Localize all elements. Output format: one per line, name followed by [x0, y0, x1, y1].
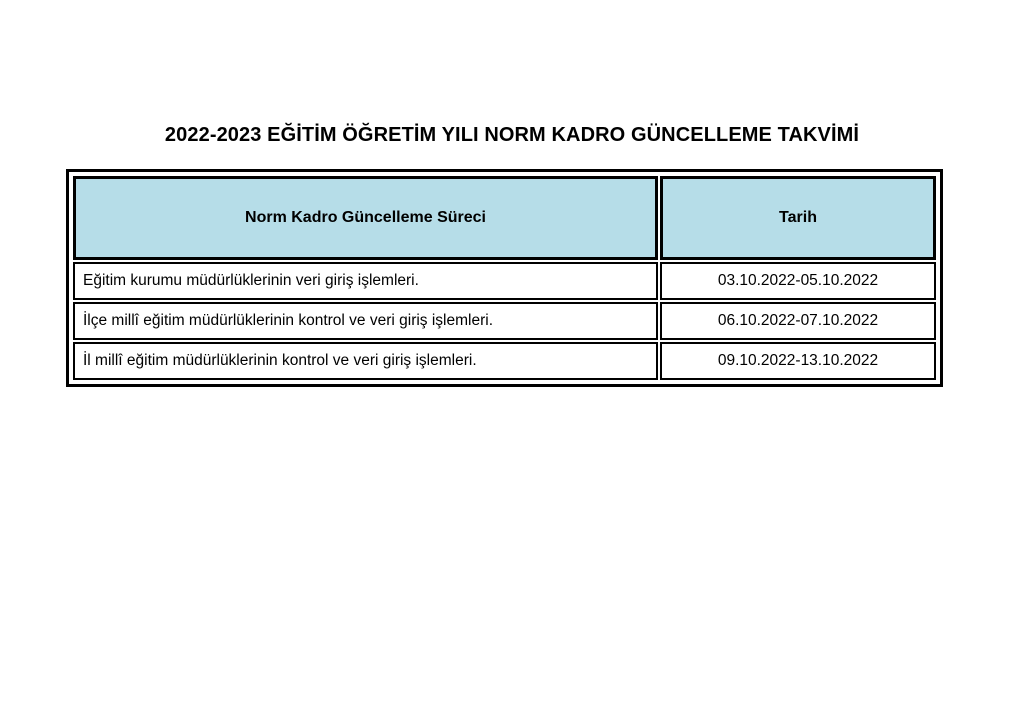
- table-row: [73, 262, 936, 300]
- row-process-cell: İl millî eğitim müdürlüklerinin kontrol ve veri giriş işlemleri.: [73, 342, 658, 380]
- header-process: Norm Kadro Güncelleme Süreci: [73, 176, 658, 260]
- document-title: 2022-2023 EĞİTİM ÖĞRETİM YILI NORM KADRO GÜNCELLEME TAKVİMİ: [164, 124, 860, 146]
- table-header-row: [73, 176, 936, 260]
- row-process-cell: İlçe millî eğitim müdürlüklerinin kontrol ve veri giriş işlemleri.: [73, 302, 658, 340]
- row-date-cell: 06.10.2022-07.10.2022: [660, 302, 936, 340]
- row-date-cell: 09.10.2022-13.10.2022: [660, 342, 936, 380]
- schedule-table: [66, 169, 943, 387]
- row-date-cell: 03.10.2022-05.10.2022: [660, 262, 936, 300]
- header-date: Tarih: [660, 176, 936, 260]
- row-process-cell: Eğitim kurumu müdürlüklerinin veri giriş işlemleri.: [73, 262, 658, 300]
- table-row: [73, 302, 936, 340]
- table-row: [73, 342, 936, 380]
